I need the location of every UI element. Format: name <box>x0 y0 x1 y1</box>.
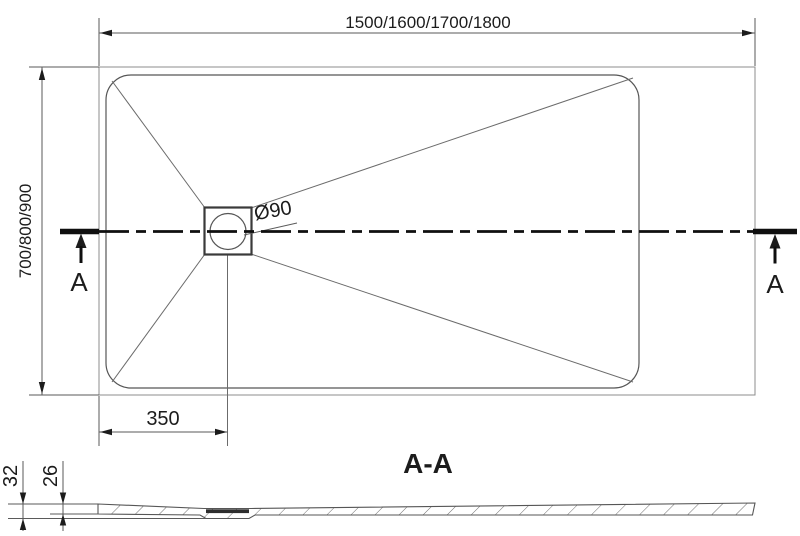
width-dimension-label: 700/800/900 <box>16 183 35 279</box>
base-thickness-label: 26 <box>40 464 62 488</box>
section-marker-left-label: A <box>70 267 88 297</box>
section-drain-cover <box>206 509 249 513</box>
offset-dimension-label: 350 <box>146 408 180 430</box>
section-marker-right-label: A <box>766 269 784 299</box>
section-title: A-A <box>403 448 453 479</box>
length-dimension-label: 1500/1600/1700/1800 <box>345 13 511 32</box>
total-thickness-label: 32 <box>0 464 22 488</box>
drain-diameter-label: Ø90 <box>252 196 294 226</box>
